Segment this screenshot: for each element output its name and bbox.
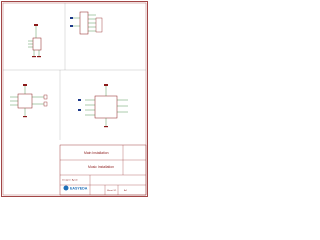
logo-text: EASYEDA: [70, 186, 88, 191]
sheet-border: [2, 2, 148, 197]
size-cell: A4: [124, 190, 127, 192]
designer-cell: Designer: Ayush: [62, 179, 78, 182]
title-main: Main Installation: [84, 151, 109, 155]
schematic-canvas: [0, 0, 149, 198]
circuit-block-top-right: [70, 12, 102, 34]
circuit-block-middle-left: [10, 84, 47, 117]
easyeda-logo-icon: [64, 186, 69, 191]
schematic-sheet: [0, 0, 149, 198]
title-sub: Music Installation: [88, 165, 115, 169]
circuit-block-middle-right: [78, 84, 128, 127]
sheet-inner-border: [3, 3, 146, 195]
circuit-block-top-left: [28, 24, 41, 57]
sheet-cell: Sheet 1/1: [107, 190, 117, 192]
